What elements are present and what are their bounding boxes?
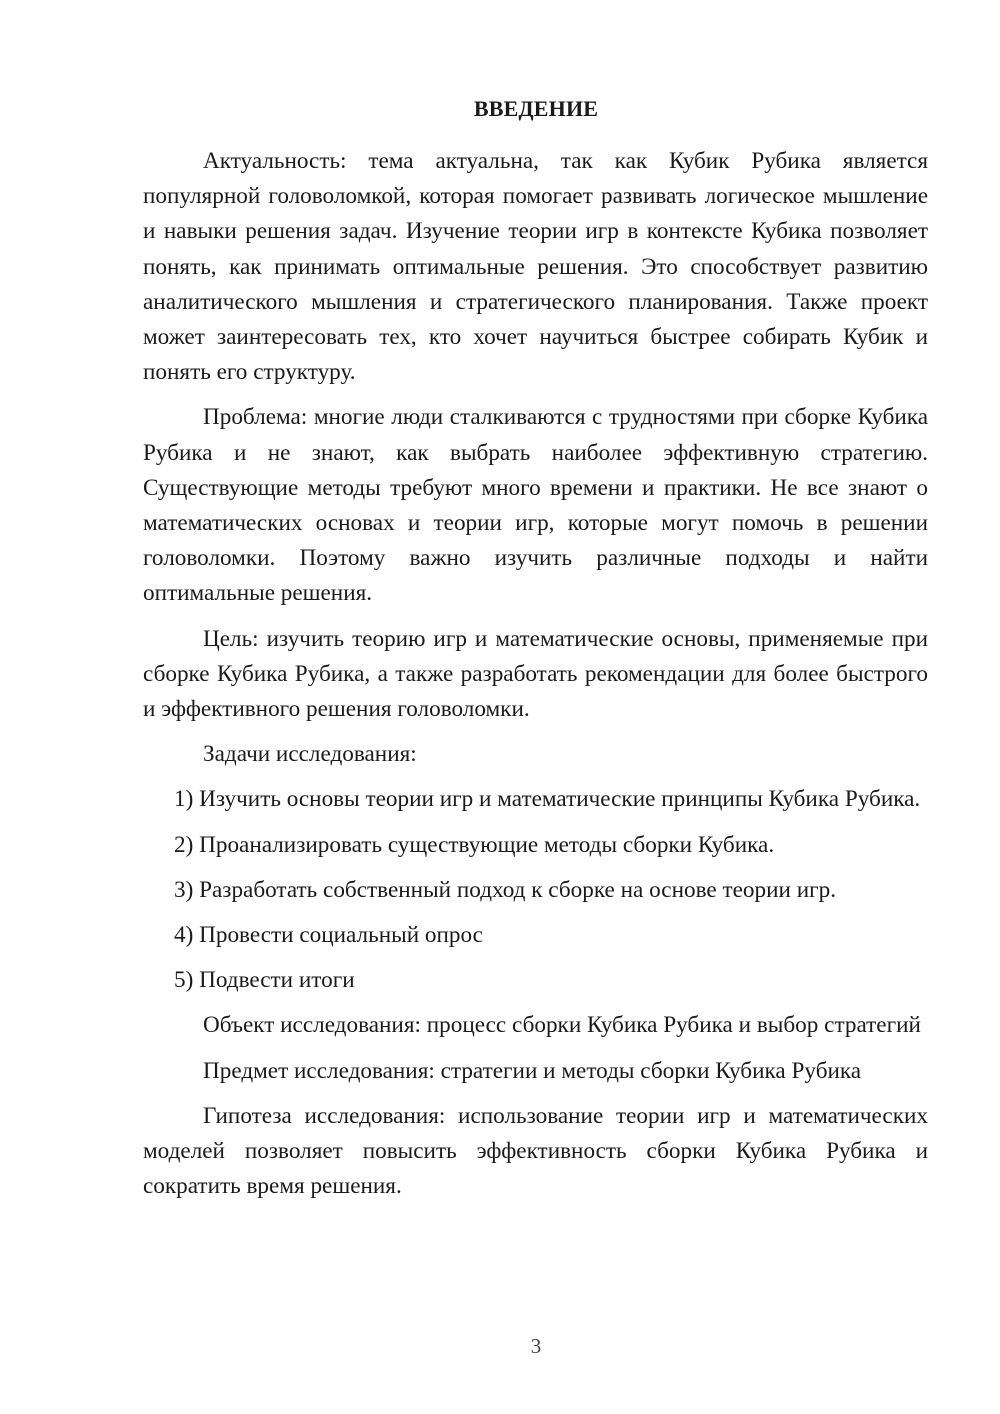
paragraph-subject: Предмет исследования: стратегии и методы сборки Кубика Рубика: [203, 1057, 862, 1084]
paragraph-object: Объект исследования: процесс сборки Кубика Рубика и выбор стратегий: [203, 1012, 921, 1039]
section-title: ВВЕДЕНИЕ: [473, 96, 599, 121]
paragraph-problem: Проблема: многие люди сталкиваются с трудностями при сборке Кубика Рубика и не знают, как выбрать наиболее эффективную стратегию. Существующие методы требуют много времени и практики. Не все знают о математических основах и теории игр, которые могут помочь в решении головоломки. Поэтому важно изучить различные подходы и найти оптимальные решения.: [143, 404, 928, 607]
body-text: [143, 144, 928, 1204]
task-item-4: 4) Провести социальный опрос: [174, 922, 483, 949]
paragraph-relevance: Актуальность: тема актуальна, так как Кубик Рубика является популярной головоломкой, которая помогает развивать логическое мышление и навыки решения задач. Изучение теории игр в контексте Кубика позволяет понять, как принимать оптимальные решения. Это способствует развитию аналитического мышления и стратегического планирования. Также проект может заинтересовать тех, кто хочет научиться быстрее собирать Кубик и понять его структуру.: [143, 148, 928, 386]
task-item-1: 1) Изучить основы теории игр и математические принципы Кубика Рубика.: [174, 786, 921, 813]
task-item-2: 2) Проанализировать существующие методы сборки Кубика.: [174, 831, 775, 858]
task-item-3: 3) Разработать собственный подход к сборке на основе теории игр.: [174, 876, 837, 903]
tasks-heading: Задачи исследования:: [203, 741, 417, 768]
page-number: 3: [530, 1334, 542, 1358]
paragraph-goal: Цель: изучить теорию игр и математические основы, применяемые при сборке Кубика Рубика, а также разработать рекомендации для более быстрого и эффективного решения головоломки.: [143, 625, 928, 723]
task-item-5: 5) Подвести итоги: [174, 967, 355, 994]
paragraph-hypothesis: Гипотеза исследования: использование теории игр и математических моделей позволяет повысить эффективность сборки Кубика Рубика и сократить время решения.: [143, 1102, 928, 1200]
